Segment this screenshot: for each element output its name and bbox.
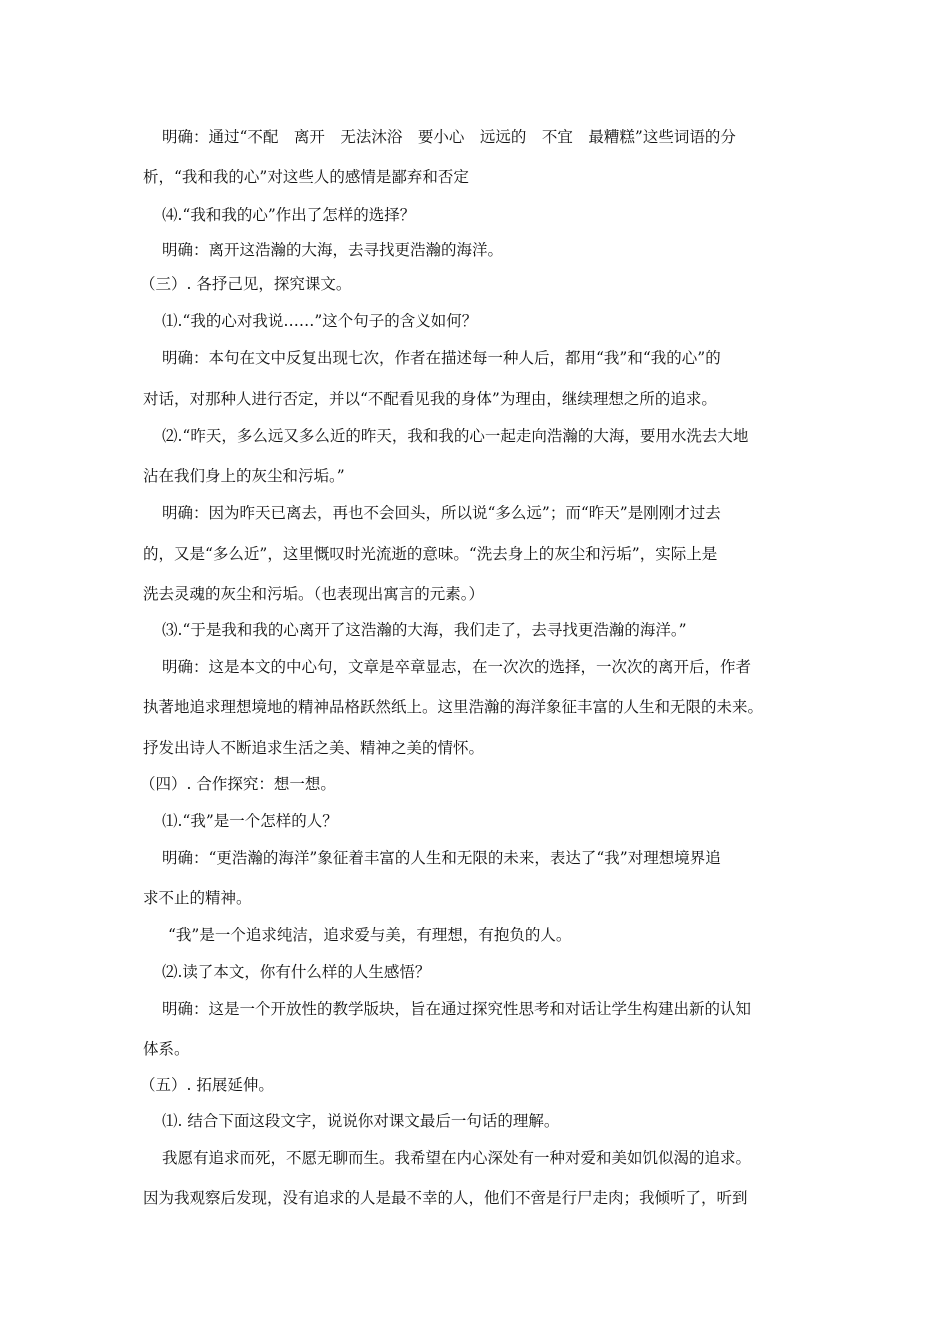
text-line: “我”是一个追求纯洁，追求爱与美，有理想，有抱负的人。 [168, 926, 572, 944]
text-line: 明确：通过“不配 离开 无法沐浴 要小心 远远的 不宜 最糟糕”这些词语的分 [162, 128, 736, 146]
text-line: 沾在我们身上的灰尘和污垢。” [143, 467, 345, 485]
text-line: 求不止的精神。 [143, 889, 252, 907]
text-line: ⑴.“我”是一个怎样的人？ [162, 812, 338, 830]
text-line: 体系。 [143, 1040, 190, 1058]
text-line: 的，又是“多么近”，这里慨叹时光流逝的意味。“洗去身上的灰尘和污垢”，实际上是 [143, 545, 718, 563]
text-line: ⑴.“我的心对我说……”这个句子的含义如何？ [162, 312, 478, 330]
text-line: 明确：这是本文的中心句，文章是卒章显志，在一次次的选择，一次次的离开后，作者 [162, 658, 752, 676]
text-line: ⑷.“我和我的心”作出了怎样的选择？ [162, 206, 416, 224]
text-line: 明确：这是一个开放性的教学版块，旨在通过探究性思考和对话让学生构建出新的认知 [162, 1000, 752, 1018]
section-heading: （三）. 各抒己见，探究课文。 [140, 275, 352, 293]
text-line: ⑴. 结合下面这段文字，说说你对课文最后一句话的理解。 [162, 1112, 560, 1130]
text-line: 洗去灵魂的灰尘和污垢。（也表现出寓言的元素。） [143, 585, 485, 603]
text-line: 明确：因为昨天已离去，再也不会回头，所以说“多么远”；而“昨天”是刚刚才过去 [162, 504, 721, 522]
text-line: 抒发出诗人不断追求生活之美、精神之美的情怀。 [143, 739, 485, 757]
text-line: 析，“我和我的心”对这些人的感情是鄙弃和否定 [143, 168, 469, 186]
section-heading: （五）. 拓展延伸。 [140, 1076, 274, 1094]
text-line: 我愿有追求而死，不愿无聊而生。我希望在内心深处有一种对爱和美如饥似渴的追求。 [162, 1149, 752, 1167]
text-line: 明确：“更浩瀚的海洋”象征着丰富的人生和无限的未来，表达了“我”对理想境界追 [162, 849, 721, 867]
text-line: ⑶.“于是我和我的心离开了这浩瀚的大海，我们走了，去寻找更浩瀚的海洋。” [162, 621, 687, 639]
section-heading: （四）. 合作探究：想一想。 [140, 775, 336, 793]
text-line: ⑵.读了本文，你有什么样的人生感悟？ [162, 963, 431, 981]
text-line: 执著地追求理想境地的精神品格跃然纸上。这里浩瀚的海洋象征丰富的人生和无限的未来。 [143, 698, 764, 716]
text-line: ⑵.“昨天，多么远又多么近的昨天，我和我的心一起走向浩瀚的大海，要用水洗去大地 [162, 427, 749, 445]
text-line: 明确：离开这浩瀚的大海，去寻找更浩瀚的海洋。 [162, 241, 504, 259]
text-line: 明确：本句在文中反复出现七次，作者在描述每一种人后，都用“我”和“我的心”的 [162, 349, 721, 367]
text-line: 因为我观察后发现，没有追求的人是最不幸的人，他们不啻是行尸走肉；我倾听了，听到 [143, 1189, 748, 1207]
text-line: 对话，对那种人进行否定，并以“不配看见我的身体”为理由，继续理想之所的追求。 [143, 390, 717, 408]
